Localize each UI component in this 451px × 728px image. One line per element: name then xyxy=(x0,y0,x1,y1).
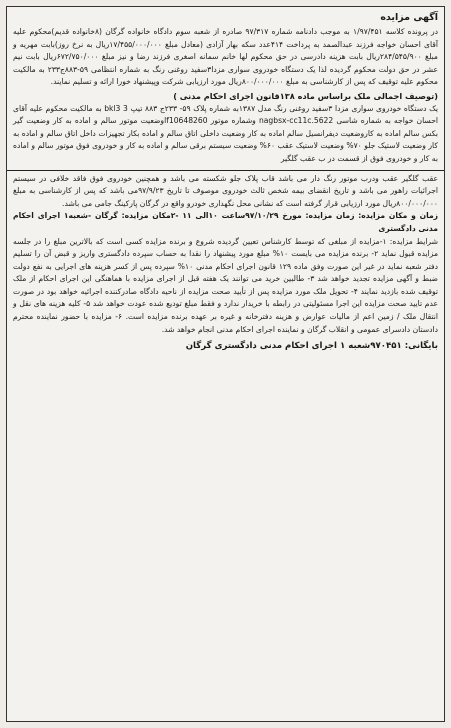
auction-time-place: زمان و مکان مزایده: زمان مزایده: مورخ ۹۷/۱۰/۲۹ساعت ۱۰الی ۱۱ -۲مکان مزایده: گرگان -شعبه۱ اجرای احکام مدنی دادگستری xyxy=(13,211,439,233)
notice-title: آگهی مزایده xyxy=(380,12,438,23)
archive-signature: بایگانی: ۹۷۰۴۵۱شعبه ۱ اجرای احکام مدنی دادگستری گرگان xyxy=(185,341,438,352)
notice-frame xyxy=(6,6,445,722)
column-separator xyxy=(7,170,444,171)
notice-intro: در پرونده کلاسه ۱/۹۷/۴۵۱ به موجب دادنامه شماره ۹۷/۳۱۷ صادره از شعبه سوم دادگاه خانواده گرگان (۸خانواده قدیم)محکوم علیه آقای احسان خواجه فرزند عبدالصمد به پرداخت ۴۱۴عدد سکه بهار آزادی (معادل مبلغ ۱۷/۴۵۵/۰۰۰/۰۰۰ریال به نرخ روز)بابت مهریه و مبلغ ۲۸۴/۵۴۵/۹۰۰ریال بابت هزینه دادرسی در حق محکوم لها خانم سمانه اصغری فرزند رضا و نیز مبلغ ۶۷۲/۷۵۰/۰۰۰ریال بابت نیم عشر در حق دولت محکوم گردیده لذا یک دستگاه خودروی سواری مزدا۳سفید روغنی رنگ به شماره انتظامی ۵۹-۸۸۳ج۲۳۳ به مالکیت محکوم علیه توقیف که پس از کارشناسی به مبلغ ۸۰۰/۰۰۰/۰۰۰ریال مورد ارزیابی شرکت وپیشنهاد خورا ارائه و تسلیم نمایند. xyxy=(13,27,439,87)
property-description-heading: (توصیف اجمالی ملک براساس ماده ۱۳۸قانون اجرای احکام مدنی ) xyxy=(173,90,438,101)
property-description-top: یک دستگاه خودروی سواری مزدا ۳سفید روغنی رنگ مدل ۱۳۸۷به شماره پلاک ۵۹- ۲۳۳ج ۸۸۳ تیپ bkl3 3 به مالکیت محکوم علیه آقای احسان خواجه به شماره شاسی nagbsx-cc11c.5622 وشماره موتور lf10648260وضعیت موتور سالم و اماده به کار وضعیت گیر بکس سالم اماده به کاروضعیت دیفرانسیل سالم اماده به کار وضعیت داخلی اتاق سالم و اماده بکار تجهیزات داخل اتاق سالم و اماده به کار وضعیت لاستیک جلو ۷۰% وضعیت لاستیک عقب ۶۰% وضعیت سیستم برقی سالم و اماده به کار و خودروی فوق موتور سالم و اماده به کار و خودروی فوق از قسمت در ب عقب گلگیر xyxy=(13,103,438,163)
auction-conditions: شرایط مزایده: ۱-مزایده از مبلغی که توسط کارشناس تعیین گردیده شروع و برنده مزایده کسی است که بالاترین مبلغ را در جلسه مزایده قبول نماید ۲- برنده مزایده می بایست ۱۰% مبلغ مورد پیشنهاد را نقدا به حساب سپرده دادگستری واریز و قبض آن را تسلیم دفتر شعبه نماید در غیر این صورت وفق ماده ۱۲۹ قانون اجرای احکام مدنی ۱۰% سپرده پس از کسر هزینه های اجرایی به نفع دولت ضبط و آگهی مزایده تجدید خواهد شد ۳- طالبین خرید می توانند یک هفته قبل از اجرای مزایده با هماهنگی این اجرای احکام از ملک توقیف شده بازدید نمایند ۴- تحویل ملک مورد مزایده پس از تأیید صحت مزایده از ناحیه دادگاه صادرکننده اجرائیه خواهد بود در صورت عدم تایید صحت مزایده این اجرا مسئولیتی در رابطه با خریدار ندارد و فقط مبلغ تودیع شده عودت خواهد شد ۵- کلیه هزینه های نقل و انتقال ملک / زمین اعم از مالیات عوارض و هزینه دفترخانه و غیره بر عهده برنده مزایده است. ۶- مزایده با حضور نماینده محترم دادستان دادسرای عمومی و انقلاب گرگان و نماینده اجرای احکام مدنی انجام خواهد شد. xyxy=(13,236,439,334)
property-description-bottom: عقب گلگیر عقب ودرب موتور رنگ دار می باشد قاب پلاک جلو شکسته می باشد و همچنین خودروی فوق فاقد خلافی در سیستم اجرائیات راهور می باشد و تاریخ انقضای بیمه شخص ثالث خودروی موصوف تا تاریخ ۹۷/۹/۲۳می باشد که پس از کارشناسی به مبلغ ۸۰۰/۰۰۰/۰۰۰ریال مورد ارزیابی قرار گرفته است که نشانی محل نگهداری خودرو واقع در گرگان پارکینگ جامی می باشد. xyxy=(13,173,438,208)
